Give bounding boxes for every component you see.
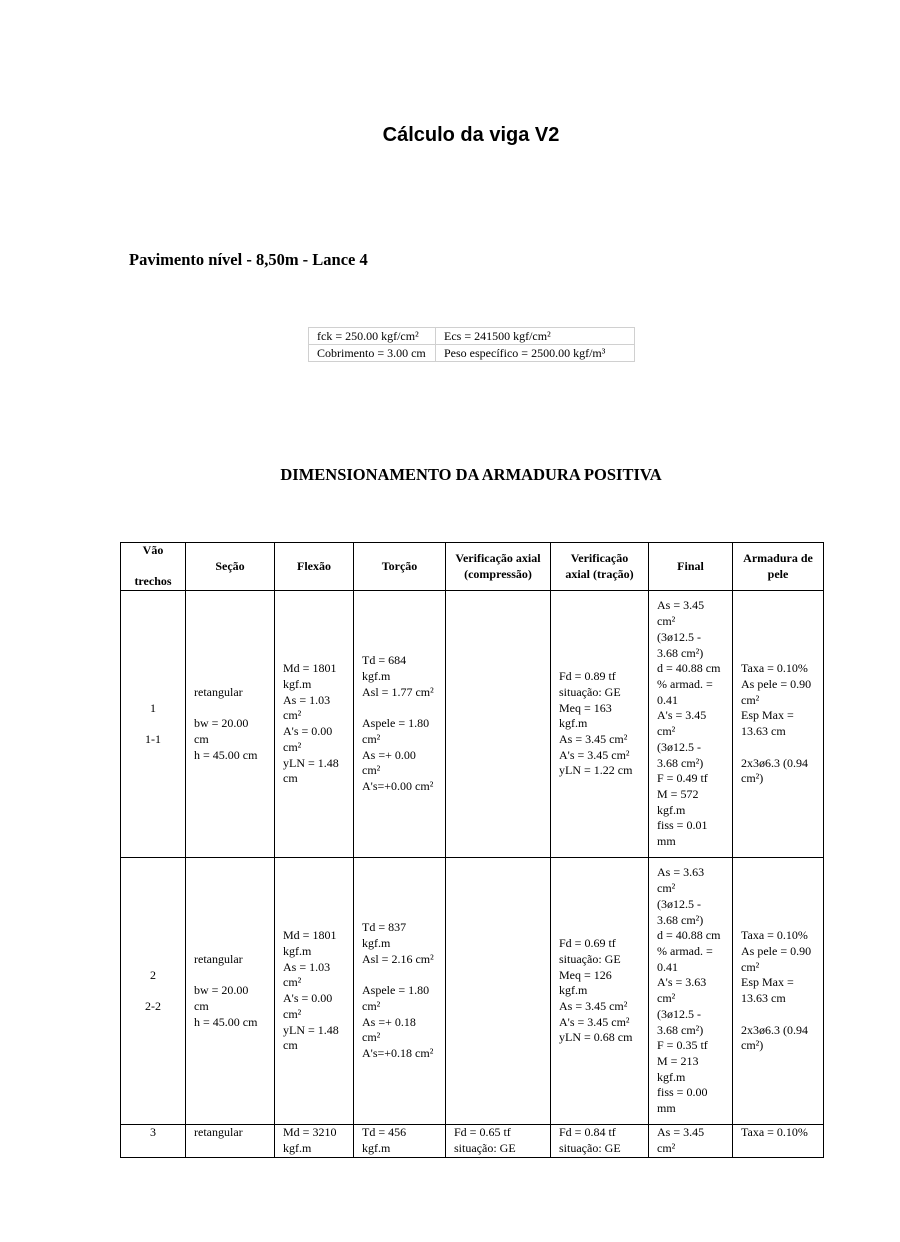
vao-cell: 3 xyxy=(121,1125,186,1157)
flexao-cell: Md = 3210 kgf.m xyxy=(275,1125,354,1157)
armadura-pele-cell: Taxa = 0.10% As pele = 0.90 cm² Esp Max = 13.63 cm 2x3ø6.3 (0.94 cm²) xyxy=(733,858,824,1125)
armadura-pele-cell: Taxa = 0.10% xyxy=(733,1125,824,1157)
header-vao: Vão trechos xyxy=(121,543,186,591)
table-row xyxy=(121,1125,824,1157)
header-torcao: Torção xyxy=(354,543,446,591)
secao-cell: retangular xyxy=(186,1125,275,1157)
armadura-pele-cell: Taxa = 0.10% As pele = 0.90 cm² Esp Max = 13.63 cm 2x3ø6.3 (0.94 cm²) xyxy=(733,591,824,858)
header-flexao: Flexão xyxy=(275,543,354,591)
verificacao-compressao-cell: Fd = 0.65 tf situação: GE xyxy=(446,1125,551,1157)
header-verificacao-tracao: Verificação axial (tração) xyxy=(551,543,649,591)
ecs-cell: Ecs = 241500 kgf/cm² xyxy=(436,328,635,345)
header-final: Final xyxy=(649,543,733,591)
torcao-cell: Td = 684 kgf.m Asl = 1.77 cm² Aspele = 1.80 cm² As =+ 0.00 cm² A's=+0.00 cm² xyxy=(354,591,446,858)
header-verificacao-compressao: Verificação axial (compressão) xyxy=(446,543,551,591)
page-title: Cálculo da viga V2 xyxy=(382,124,560,146)
secao-cell: retangular bw = 20.00 cm h = 45.00 cm xyxy=(186,858,275,1125)
final-cell: As = 3.45 cm² xyxy=(649,1125,733,1157)
torcao-cell: Td = 456 kgf.m xyxy=(354,1125,446,1157)
torcao-cell: Td = 837 kgf.m Asl = 2.16 cm² Aspele = 1.80 cm² As =+ 0.18 cm² A's=+0.18 cm² xyxy=(354,858,446,1125)
verificacao-compressao-cell xyxy=(446,858,551,1125)
header-secao: Seção xyxy=(186,543,275,591)
verificacao-compressao-cell xyxy=(446,591,551,858)
floor-heading: Pavimento nível - 8,50m - Lance 4 xyxy=(129,250,368,269)
section-title: DIMENSIONAMENTO DA ARMADURA POSITIVA xyxy=(280,465,662,484)
peso-especifico-cell: Peso específico = 2500.00 kgf/m³ xyxy=(436,345,635,362)
secao-cell: retangular bw = 20.00 cm h = 45.00 cm xyxy=(186,591,275,858)
verificacao-tracao-cell: Fd = 0.89 tf situação: GE Meq = 163 kgf.m As = 3.45 cm² A's = 3.45 cm² yLN = 1.22 cm xyxy=(551,591,649,858)
table-row xyxy=(121,591,824,858)
fck-cell: fck = 250.00 kgf/cm² xyxy=(309,328,436,345)
table-row xyxy=(121,858,824,1125)
verificacao-tracao-cell: Fd = 0.69 tf situação: GE Meq = 126 kgf.m As = 3.45 cm² A's = 3.45 cm² yLN = 0.68 cm xyxy=(551,858,649,1125)
cobrimento-cell: Cobrimento = 3.00 cm xyxy=(309,345,436,362)
flexao-cell: Md = 1801 kgf.m As = 1.03 cm² A's = 0.00 cm² yLN = 1.48 cm xyxy=(275,858,354,1125)
vao-cell: 2 2-2 xyxy=(121,858,186,1125)
parameters-row xyxy=(309,328,635,345)
flexao-cell: Md = 1801 kgf.m As = 1.03 cm² A's = 0.00 cm² yLN = 1.48 cm xyxy=(275,591,354,858)
vao-cell: 1 1-1 xyxy=(121,591,186,858)
final-cell: As = 3.63 cm² (3ø12.5 - 3.68 cm²) d = 40.88 cm % armad. = 0.41 A's = 3.63 cm² (3ø12.5 - 3.68 cm²) F = 0.35 tf M = 213 kgf.m fiss = 0.00 mm xyxy=(649,858,733,1125)
header-armadura-pele: Armadura de pele xyxy=(733,543,824,591)
positive-reinforcement-table xyxy=(120,542,824,1158)
final-cell: As = 3.45 cm² (3ø12.5 - 3.68 cm²) d = 40.88 cm % armad. = 0.41 A's = 3.45 cm² (3ø12.5 - 3.68 cm²) F = 0.49 tf M = 572 kgf.m fiss = 0.01 mm xyxy=(649,591,733,858)
table-header-row xyxy=(121,543,824,591)
parameters-row xyxy=(309,345,635,362)
verificacao-tracao-cell: Fd = 0.84 tf situação: GE xyxy=(551,1125,649,1157)
parameters-table xyxy=(308,327,635,362)
